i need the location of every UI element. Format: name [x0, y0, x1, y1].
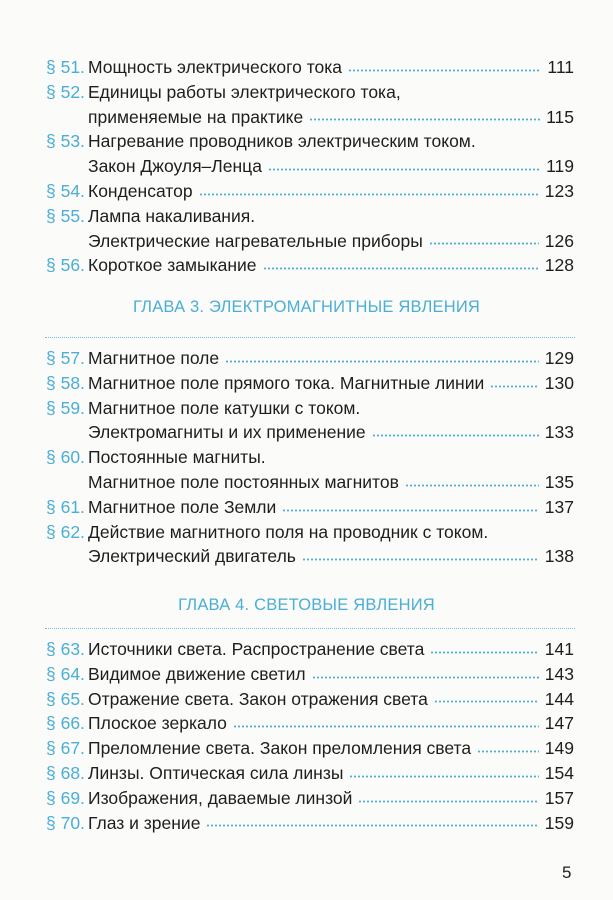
section-title: Магнитное поле: [88, 348, 220, 368]
section-title: Единицы работы электрического тока,: [88, 81, 401, 102]
dot-leader: [358, 800, 538, 803]
toc-entry[interactable]: [46, 687, 574, 712]
page-ref: 133: [544, 422, 574, 443]
toc-entry-line: [46, 154, 574, 179]
toc-entry-line: [46, 55, 574, 80]
toc-entry[interactable]: [46, 761, 574, 786]
section-number: § 67.: [46, 738, 85, 759]
dot-leader: [490, 385, 539, 388]
page-ref: 147: [544, 713, 574, 734]
dot-leader: [348, 69, 541, 72]
toc-entry[interactable]: [46, 520, 574, 570]
page-ref: 141: [544, 639, 574, 659]
chapter-3-heading: ГЛАВА 3. ЭЛЕКТРОМАГНИТНЫЕ ЯВЛЕНИЯ: [132, 298, 481, 316]
dot-leader: [263, 267, 539, 270]
section-title: Действие магнитного поля на проводник с током.: [88, 521, 489, 542]
toc-entry-line: [46, 786, 574, 811]
section-title: Глаз и зрение: [88, 812, 201, 833]
dot-leader: [302, 558, 539, 561]
section-number: § 64.: [46, 663, 85, 684]
section-number: § 52.: [46, 81, 85, 102]
section-title: Мощность электрического тока: [88, 57, 343, 77]
dot-leader: [312, 676, 539, 679]
chapter-3-divider: [45, 337, 575, 338]
page-ref: 159: [544, 812, 574, 833]
toc-entry[interactable]: [46, 371, 574, 396]
dot-leader: [282, 509, 539, 512]
page-ref: 137: [544, 496, 574, 517]
section-number: § 63.: [46, 639, 85, 659]
page-number: 5: [562, 863, 572, 882]
section-title: Изображения, даваемые линзой: [88, 787, 353, 808]
section-number: § 60.: [46, 447, 85, 468]
dot-leader: [225, 360, 539, 363]
dot-leader: [206, 824, 538, 827]
page-ref: 149: [544, 738, 574, 759]
toc-entry-line: [46, 204, 574, 229]
page-ref: 154: [544, 762, 574, 783]
section-number: § 70.: [46, 812, 85, 833]
section-title: Короткое замыкание: [88, 255, 257, 276]
toc-entry[interactable]: [46, 495, 574, 520]
chapter-4-heading: ГЛАВА 4. СВЕТОВЫЕ ЯВЛЕНИЯ: [178, 596, 435, 614]
section-title: Магнитное поле катушки с током.: [88, 397, 361, 418]
section-number: § 57.: [46, 348, 85, 368]
toc-entry[interactable]: [46, 736, 574, 761]
section-title: Конденсатор: [88, 180, 193, 201]
toc-group-2: [46, 346, 574, 569]
toc-entry[interactable]: [46, 711, 574, 736]
page-ref: 143: [544, 663, 574, 684]
dot-leader: [477, 750, 539, 753]
toc-entry[interactable]: [46, 445, 574, 495]
toc-entry-line: [46, 470, 574, 495]
dot-leader: [372, 434, 539, 437]
toc-entry-line: [46, 253, 574, 278]
dot-leader: [430, 651, 538, 654]
page-ref: 126: [544, 230, 574, 251]
toc-entry-line: [46, 761, 574, 786]
toc-entry[interactable]: [46, 811, 574, 836]
section-number: § 69.: [46, 787, 85, 808]
section-title: Закон Джоуля–Ленца: [88, 156, 262, 177]
toc-entry-line: [46, 105, 574, 130]
toc-entry-line: [46, 229, 574, 254]
section-number: § 68.: [46, 762, 85, 783]
toc-entry-line: [46, 346, 574, 371]
toc-entry-line: [46, 396, 574, 421]
page-ref: 119: [546, 156, 574, 177]
page-ref: 130: [544, 372, 574, 393]
dot-leader: [405, 484, 539, 487]
section-title: Отражение света. Закон отражения света: [88, 688, 428, 709]
chapter-4-divider: [45, 628, 575, 629]
dot-leader: [434, 700, 539, 703]
section-title: Магнитное поле Земли: [88, 496, 277, 517]
toc-entry-line: [46, 662, 574, 687]
page-ref: 157: [544, 787, 574, 808]
section-title: Источники света. Распространение света: [88, 639, 425, 659]
toc-entry-line: [46, 80, 574, 105]
page-ref: 129: [544, 348, 574, 368]
section-number: § 61.: [46, 496, 85, 517]
section-title: Магнитное поле постоянных магнитов: [88, 471, 399, 492]
section-title: Постоянные магниты.: [88, 447, 266, 468]
section-title: Электрические нагревательные приборы: [88, 230, 423, 251]
dot-leader: [349, 775, 538, 778]
section-number: § 59.: [46, 397, 85, 418]
toc-entry[interactable]: [46, 637, 574, 662]
toc-entry-line: [46, 637, 574, 662]
section-title: Преломление света. Закон преломления света: [88, 738, 472, 759]
toc-entry[interactable]: [46, 80, 574, 130]
page-ref: 138: [544, 546, 574, 567]
dot-leader: [199, 193, 539, 196]
section-title: Электрический двигатель: [88, 546, 296, 567]
section-number: § 53.: [46, 131, 85, 152]
toc-entry-line: [46, 420, 574, 445]
toc-entry-line: [46, 736, 574, 761]
toc-entry-line: [46, 811, 574, 836]
page-ref: 144: [544, 688, 574, 709]
toc-group-1: [46, 55, 574, 278]
section-number: § 54.: [46, 180, 85, 201]
dot-leader: [429, 242, 539, 245]
toc-entry[interactable]: [46, 253, 574, 278]
section-number: § 58.: [46, 372, 85, 393]
dot-leader: [233, 725, 539, 728]
toc-entry[interactable]: [46, 129, 574, 179]
page-ref: 135: [544, 471, 574, 492]
toc-entry[interactable]: [46, 179, 574, 204]
toc-entry[interactable]: [46, 786, 574, 811]
section-title: Магнитное поле прямого тока. Магнитные линии: [88, 372, 485, 393]
page-ref: 123: [544, 180, 574, 201]
section-number: § 56.: [46, 255, 85, 276]
page-ref: 115: [546, 106, 574, 127]
page-ref: 128: [544, 255, 574, 276]
section-title: Нагревание проводников электрическим током.: [88, 131, 476, 152]
toc-entry[interactable]: [46, 55, 574, 80]
section-number: § 65.: [46, 688, 85, 709]
section-title: Видимое движение светил: [88, 663, 306, 684]
section-title: применяемые на практике: [88, 106, 304, 127]
toc-entry-line: [46, 687, 574, 712]
toc-entry-line: [46, 371, 574, 396]
section-number: § 66.: [46, 713, 85, 734]
toc-entry[interactable]: [46, 204, 574, 254]
toc-entry-line: [46, 520, 574, 545]
section-title: Плоское зеркало: [88, 713, 227, 734]
toc-entry[interactable]: [46, 346, 574, 371]
section-number: § 55.: [46, 205, 85, 226]
section-number: § 62.: [46, 521, 85, 542]
dot-leader: [309, 118, 540, 121]
toc-entry[interactable]: [46, 396, 574, 446]
toc-entry-line: [46, 711, 574, 736]
section-title: Линзы. Оптическая сила линзы: [88, 762, 344, 783]
section-title: Лампа накаливания.: [88, 205, 256, 226]
toc-entry-line: [46, 445, 574, 470]
section-title: Электромагниты и их применение: [88, 422, 366, 443]
toc-entry-line: [46, 544, 574, 569]
section-number: § 51.: [46, 57, 85, 77]
toc-entry-line: [46, 129, 574, 154]
dot-leader: [268, 168, 540, 171]
toc-entry-line: [46, 179, 574, 204]
toc-group-3: [46, 637, 574, 835]
toc-entry-line: [46, 495, 574, 520]
toc-entry[interactable]: [46, 662, 574, 687]
page-ref: 111: [547, 57, 574, 77]
